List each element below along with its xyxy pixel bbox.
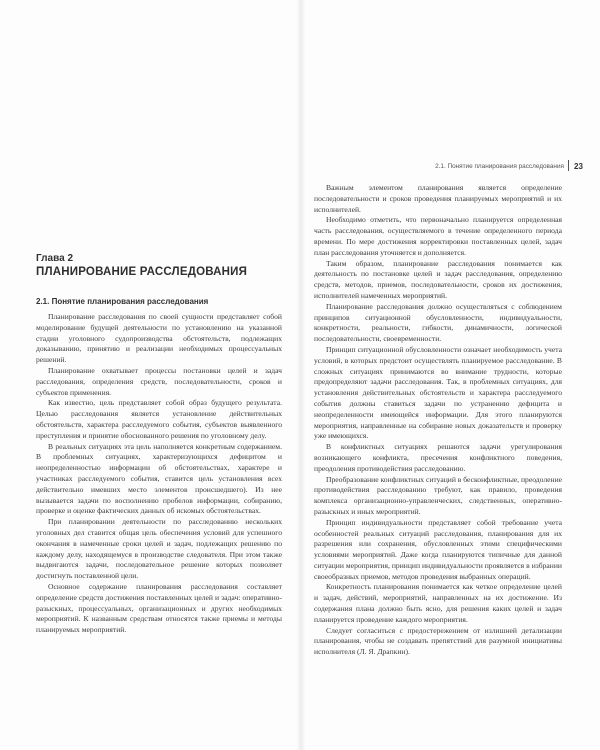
right-page	[306, 0, 600, 750]
paragraph: Таким образом, планирование расследования понимается как деятельность по постановке целей и задач расследования, определению средств, методов, приемов, последовательности, сроков их достижения, исполнителей намеченных мероприятий.	[314, 258, 562, 300]
paragraph: В конфликтных ситуациях решаются задачи урегулирования возникающего конфликта, пресечения конфликтного поведения, преодоления противодействия расследованию.	[314, 442, 562, 473]
paragraph: В реальных ситуациях эта цель наполняется конкретным содержанием. В проблемных ситуациях, характеризующихся дефицитом и неопределенностью информации об обстоятельствах, характере и участниках расследуемого события, ставится цель установления всех действительно имевших место элементов происшедшего). Из нее вызывается задачи по восполнению пробелов информации, собиранию, проверке и оценке фактических данных об искомых обстоятельствах.	[36, 441, 282, 516]
paragraph: Необходимо отметить, что первоначально планируется определенная часть расследования, осуществляемого в течение определенного периода времени. По мере достижения корректировки поставленных целей, задач план расследования уточняется и дополняется.	[314, 215, 562, 257]
left-page-body	[36, 312, 282, 636]
header-divider	[568, 160, 569, 171]
paragraph: Планирование расследования по своей сущности представляет собой моделирование будущей деятельности по установлению на указанной стадии уголовного судопроизводства обстоятельств, подлежащих доказыванию, принятию и реализации необходимых процессуальных решений.	[36, 312, 282, 365]
paragraph: Важным элементом планирования является определение последовательности и сроков проведения планируемых мероприятий и их исполнителей.	[314, 183, 562, 214]
chapter-label: Глава 2	[36, 253, 74, 264]
paragraph: Принцип индивидуальности представляет собой требование учета особенностей реальных ситуаций расследования, планирования для их разрешения или сохранения, обусловленных этими специфическими условиями мероприятий. Даже когда планируются типичные для данной ситуации мероприятия, принцип индивидуальности проявляется в избрании своеобразных приемов, методов проведения выбранных операций.	[314, 517, 562, 581]
page-number: 23	[574, 162, 583, 171]
paragraph: Конкретность планирования понимается как четкое определение целей и задач, действий, мероприятий, направленных на их достижение. Из содержания плана должно быть ясно, для решения каких целей и задач планируется проведение каждого мероприятия.	[314, 582, 562, 624]
paragraph: Принцип ситуационной обусловленности означает необходимость учета условий, в которых предстоит осуществлять планируемое расследование. В сложных ситуациях принимаются во внимание трудности, которые предопределяют задачи расследования. Так, в проблемных ситуациях, для установления действительных обстоятельств и характера расследуемого события должны ставиться задачи по устранению дефицита и неопределенности имеющейся информации. Для этого планируются мероприятия, направленные на собирание новых доказательств и проверку уже имеющихся.	[314, 344, 562, 441]
paragraph: Планирование охватывает процессы постановки целей и задач расследования, определения средств, последовательности, сроков и субъектов применения.	[36, 365, 282, 397]
paragraph: Основное содержание планирования расследования составляет определение средств достижения поставленных целей и задач: оперативно-разыскных, процессуальных, организационных и других необходимых мероприятий. К названным средствам относятся также приемы и методы планируемых мероприятий.	[36, 581, 282, 635]
paragraph: Планирование расследования должно осуществляться с соблюдением принципов ситуационной обусловленности, индивидуальности, конкретности, реальности, гибкости, динамичности, логической последовательности, своевременности.	[314, 301, 562, 344]
paragraph: Как известно, цель представляет собой образ будущего результата. Целью расследования является установление действительных обстоятельств, характера расследуемого события, субъектов выявленного преступления и принятие обоснованного решения по уголовному делу.	[36, 398, 282, 440]
paragraph: При планировании деятельности по расследованию нескольких уголовных дел ставится общая цель обеспечения условий для успешного окончания в намеченные сроки целей и задач, подлежащих решению по каждому делу, находящемуся в производстве следователя. При этом также выдвигаются задачи, последовательное решение которых позволяет достигнуть поставленной цели.	[36, 517, 282, 581]
running-header: 2.1. Понятие планирования расследования	[435, 163, 564, 170]
paragraph: Преобразование конфликтных ситуаций в бесконфликтные, преодоление противодействия расследованию требуют, как правило, проведения комплекса организационно-управленческих, следственных, оперативно-разыскных и иных мероприятий.	[314, 474, 563, 516]
right-page-body	[314, 183, 562, 658]
section-title: 2.1. Понятие планирования расследования	[36, 297, 209, 306]
paragraph: Следует согласиться с предостережением от излишней детализации планирования, чтобы не создавать препятствий для разумной инициативы исполнителя (Л. Я. Драпкин).	[314, 625, 562, 657]
chapter-title: ПЛАНИРОВАНИЕ РАССЛЕДОВАНИЯ	[36, 266, 248, 278]
